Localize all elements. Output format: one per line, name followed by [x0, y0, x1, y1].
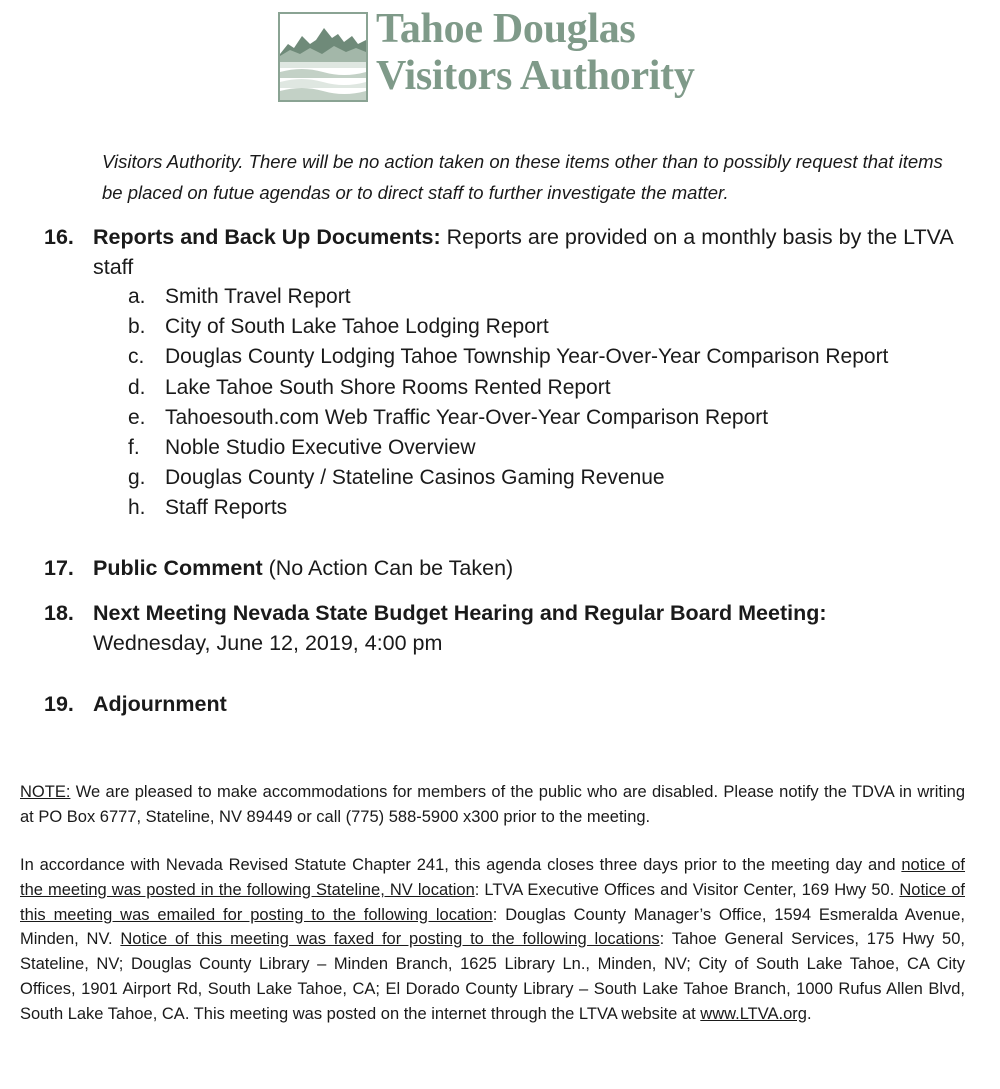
- list-letter: c.: [128, 345, 145, 369]
- list-item: [128, 463, 978, 493]
- list-text: Noble Studio Executive Overview: [165, 435, 476, 459]
- item-title: Public Comment: [93, 556, 263, 580]
- organization-name: [376, 6, 695, 100]
- list-text: Douglas County / Stateline Casinos Gaming Revenue: [165, 466, 665, 490]
- item-number: 17.: [44, 556, 74, 580]
- posting-underlined: Notice of this meeting was emailed for posting to the following location: [20, 880, 965, 924]
- logo-line-1: Tahoe Douglas: [376, 6, 636, 52]
- posting-notice: [20, 853, 965, 1027]
- agenda-item-18: [44, 598, 974, 658]
- item-title: Reports and Back Up Documents:: [93, 225, 441, 249]
- item-title: Adjournment: [93, 692, 227, 716]
- list-item: [128, 433, 978, 463]
- posting-underlined: Notice of this meeting was faxed for posting to the following locations: [120, 930, 660, 949]
- list-letter: g.: [128, 466, 146, 490]
- note-label: NOTE:: [20, 783, 71, 801]
- list-text: City of South Lake Tahoe Lodging Report: [165, 315, 549, 339]
- list-letter: a.: [128, 285, 146, 308]
- item-number: 16.: [44, 225, 74, 249]
- note-text: We are pleased to make accommodations for members of the public who are disabled. Please notify the TDVA in writing at PO Box 6777, Stateline, NV 89449 or call (775) 588-5900 x300 prior to the meeting.: [20, 783, 965, 826]
- item-number: 18.: [44, 601, 74, 625]
- list-text: Smith Travel Report: [165, 285, 351, 308]
- list-letter: b.: [128, 315, 146, 339]
- list-item: [128, 493, 978, 523]
- list-letter: h.: [128, 496, 146, 520]
- report-sublist: [128, 282, 978, 524]
- posting-text: In accordance with Nevada Revised Statute Chapter 241, this agenda closes three days prior to the meeting day and: [20, 856, 902, 874]
- list-item: [128, 282, 978, 312]
- logo-line-2: Visitors Authority: [376, 53, 695, 99]
- list-item: [128, 312, 978, 342]
- intro-paragraph: Visitors Authority. There will be no action taken on these items other than to possibly request that items be placed on futue agendas or to direct staff to further investigate the matter.: [102, 151, 943, 203]
- accommodation-note: [20, 780, 965, 830]
- item-text: Wednesday, June 12, 2019, 4:00 pm: [93, 631, 443, 655]
- item-title: Next Meeting Nevada State Budget Hearing and Regular Board Meeting:: [93, 601, 827, 625]
- item-text: Reports are provided on a monthly basis by the LTVA staff: [93, 225, 953, 279]
- mountain-logo-icon: [278, 12, 368, 102]
- item-number: 19.: [44, 692, 74, 716]
- list-item: [128, 403, 978, 433]
- list-letter: d.: [128, 375, 146, 399]
- list-text: Tahoesouth.com Web Traffic Year-Over-Year Comparison Report: [165, 405, 769, 429]
- list-text: Lake Tahoe South Shore Rooms Rented Report: [165, 375, 611, 399]
- letterhead: [278, 6, 718, 104]
- list-item: [128, 373, 978, 403]
- posting-text: : LTVA Executive Offices and Visitor Center, 169 Hwy 50.: [474, 880, 900, 899]
- agenda-item-16: [44, 222, 974, 282]
- website-link[interactable]: www.LTVA.org: [700, 1004, 807, 1023]
- posting-text: : Douglas County Manager’s Office, 1594 Esmeralda Avenue, Minden, NV.: [20, 905, 965, 949]
- list-item: [128, 342, 978, 372]
- posting-text: : Tahoe General Services, 175 Hwy 50, Stateline, NV; Douglas County Library – Minden Branch, 1625 Library Ln., Minden, NV; City of South Lake Tahoe, CA City Offices, 1901 Airport Rd, South Lake Tahoe, CA; El Dorado County Library – South Lake Tahoe Branch, 1000 Rufus Allen Blvd, South Lake Tahoe, CA. This meeting was posted on the internet through the LTVA website at: [20, 930, 965, 1023]
- list-letter: f.: [128, 435, 140, 459]
- list-letter: e.: [128, 405, 146, 429]
- list-text: Douglas County Lodging Tahoe Township Year-Over-Year Comparison Report: [165, 345, 889, 369]
- item-text: (No Action Can be Taken): [262, 556, 514, 580]
- agenda-item-17: [44, 553, 974, 583]
- posting-text: .: [806, 1004, 812, 1023]
- agenda-item-19: [44, 689, 974, 719]
- posting-underlined: notice of the meeting was posted in the following Stateline, NV location: [20, 856, 966, 899]
- list-text: Staff Reports: [165, 496, 288, 520]
